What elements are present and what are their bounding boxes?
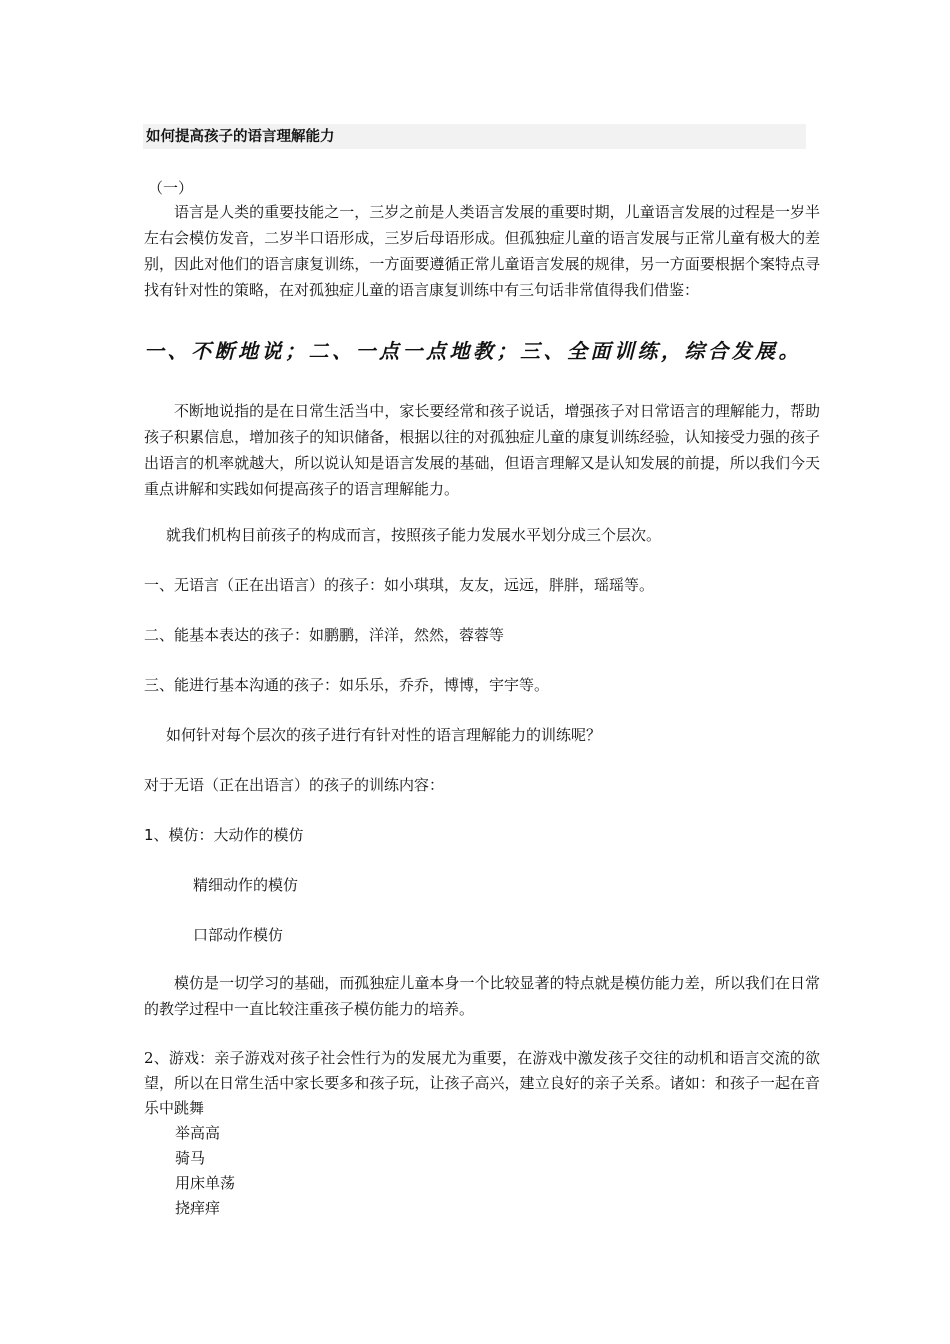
intro-paragraph: 语言是人类的重要技能之一，三岁之前是人类语言发展的重要时期，儿童语言发展的过程是一岁半左右会模仿发音，二岁半口语形成，三岁后母语形成。但孤独症儿童的语言发展与正常儿童有极大的差别，因此对他们的语言康复训练，一方面要遵循正常儿童语言发展的规律，另一方面要根据个案特点寻找有针对性的策略，在对孤独症儿童的语言康复训练中有三句话非常值得我们借鉴： (144, 203, 820, 299)
continuous-talking-paragraph: 不断地说指的是在日常生活当中，家长要经常和孩子说话，增强孩子对日常语言的理解能力，帮助孩子积累信息，增加孩子的知识储备，根据以往的对孤独症儿童的康复训练经验，认知接受力强的孩子出语言的机率就越大，所以说认知是语言发展的基础，但语言理解又是认知发展的前提，所以我们今天重点讲解和实践如何提高孩子的语言理解能力。 (144, 402, 820, 498)
game-item: 骑马 (175, 1149, 206, 1167)
levels-intro-line: 就我们机构目前孩子的构成而言，按照孩子能力发展水平划分成三个层次。 (166, 526, 662, 544)
level-two-line: 二、能基本表达的孩子：如鹏鹏，洋洋，然然，蓉蓉等 (144, 626, 505, 644)
level-three-line: 三、能进行基本沟通的孩子：如乐乐，乔乔，博博，宇宇等。 (144, 676, 550, 694)
game-paragraph: 2、游戏：亲子游戏对孩子社会性行为的发展尤为重要，在游戏中激发孩子交往的动机和语言交流的欲望，所以在日常生活中家长要多和孩子玩，让孩子高兴，建立良好的亲子关系。诸如：和孩子一起在音乐中跳舞 (144, 1049, 820, 1117)
document-title: 如何提高孩子的语言理解能力 (146, 129, 335, 145)
level-one-line: 一、无语言（正在出语言）的孩子：如小琪琪，友友，远远，胖胖，瑶瑶等。 (144, 576, 655, 594)
imitation-oral-motor: 口部动作模仿 (193, 926, 284, 944)
imitation-fine-motor: 精细动作的模仿 (193, 876, 299, 894)
imitation-paragraph: 模仿是一切学习的基础，而孤独症儿童本身一个比较显著的特点就是模仿能力差，所以我们在日常的教学过程中一直比较注重孩子模仿能力的培养。 (144, 974, 820, 1018)
training-question-line: 如何针对每个层次的孩子进行有针对性的语言理解能力的训练呢？ (166, 726, 602, 744)
imitation-heading: 1、模仿：大动作的模仿 (144, 826, 304, 844)
game-item: 用床单荡 (175, 1174, 236, 1192)
training-content-heading: 对于无语（正在出语言）的孩子的训练内容： (144, 776, 445, 794)
game-item: 举高高 (175, 1124, 221, 1142)
game-item: 挠痒痒 (175, 1199, 221, 1217)
three-principles-headline: 一、不断地说；二、一点一点地教；三、全面训练，综合发展。 (144, 339, 802, 363)
section-marker: （一） (148, 179, 194, 197)
